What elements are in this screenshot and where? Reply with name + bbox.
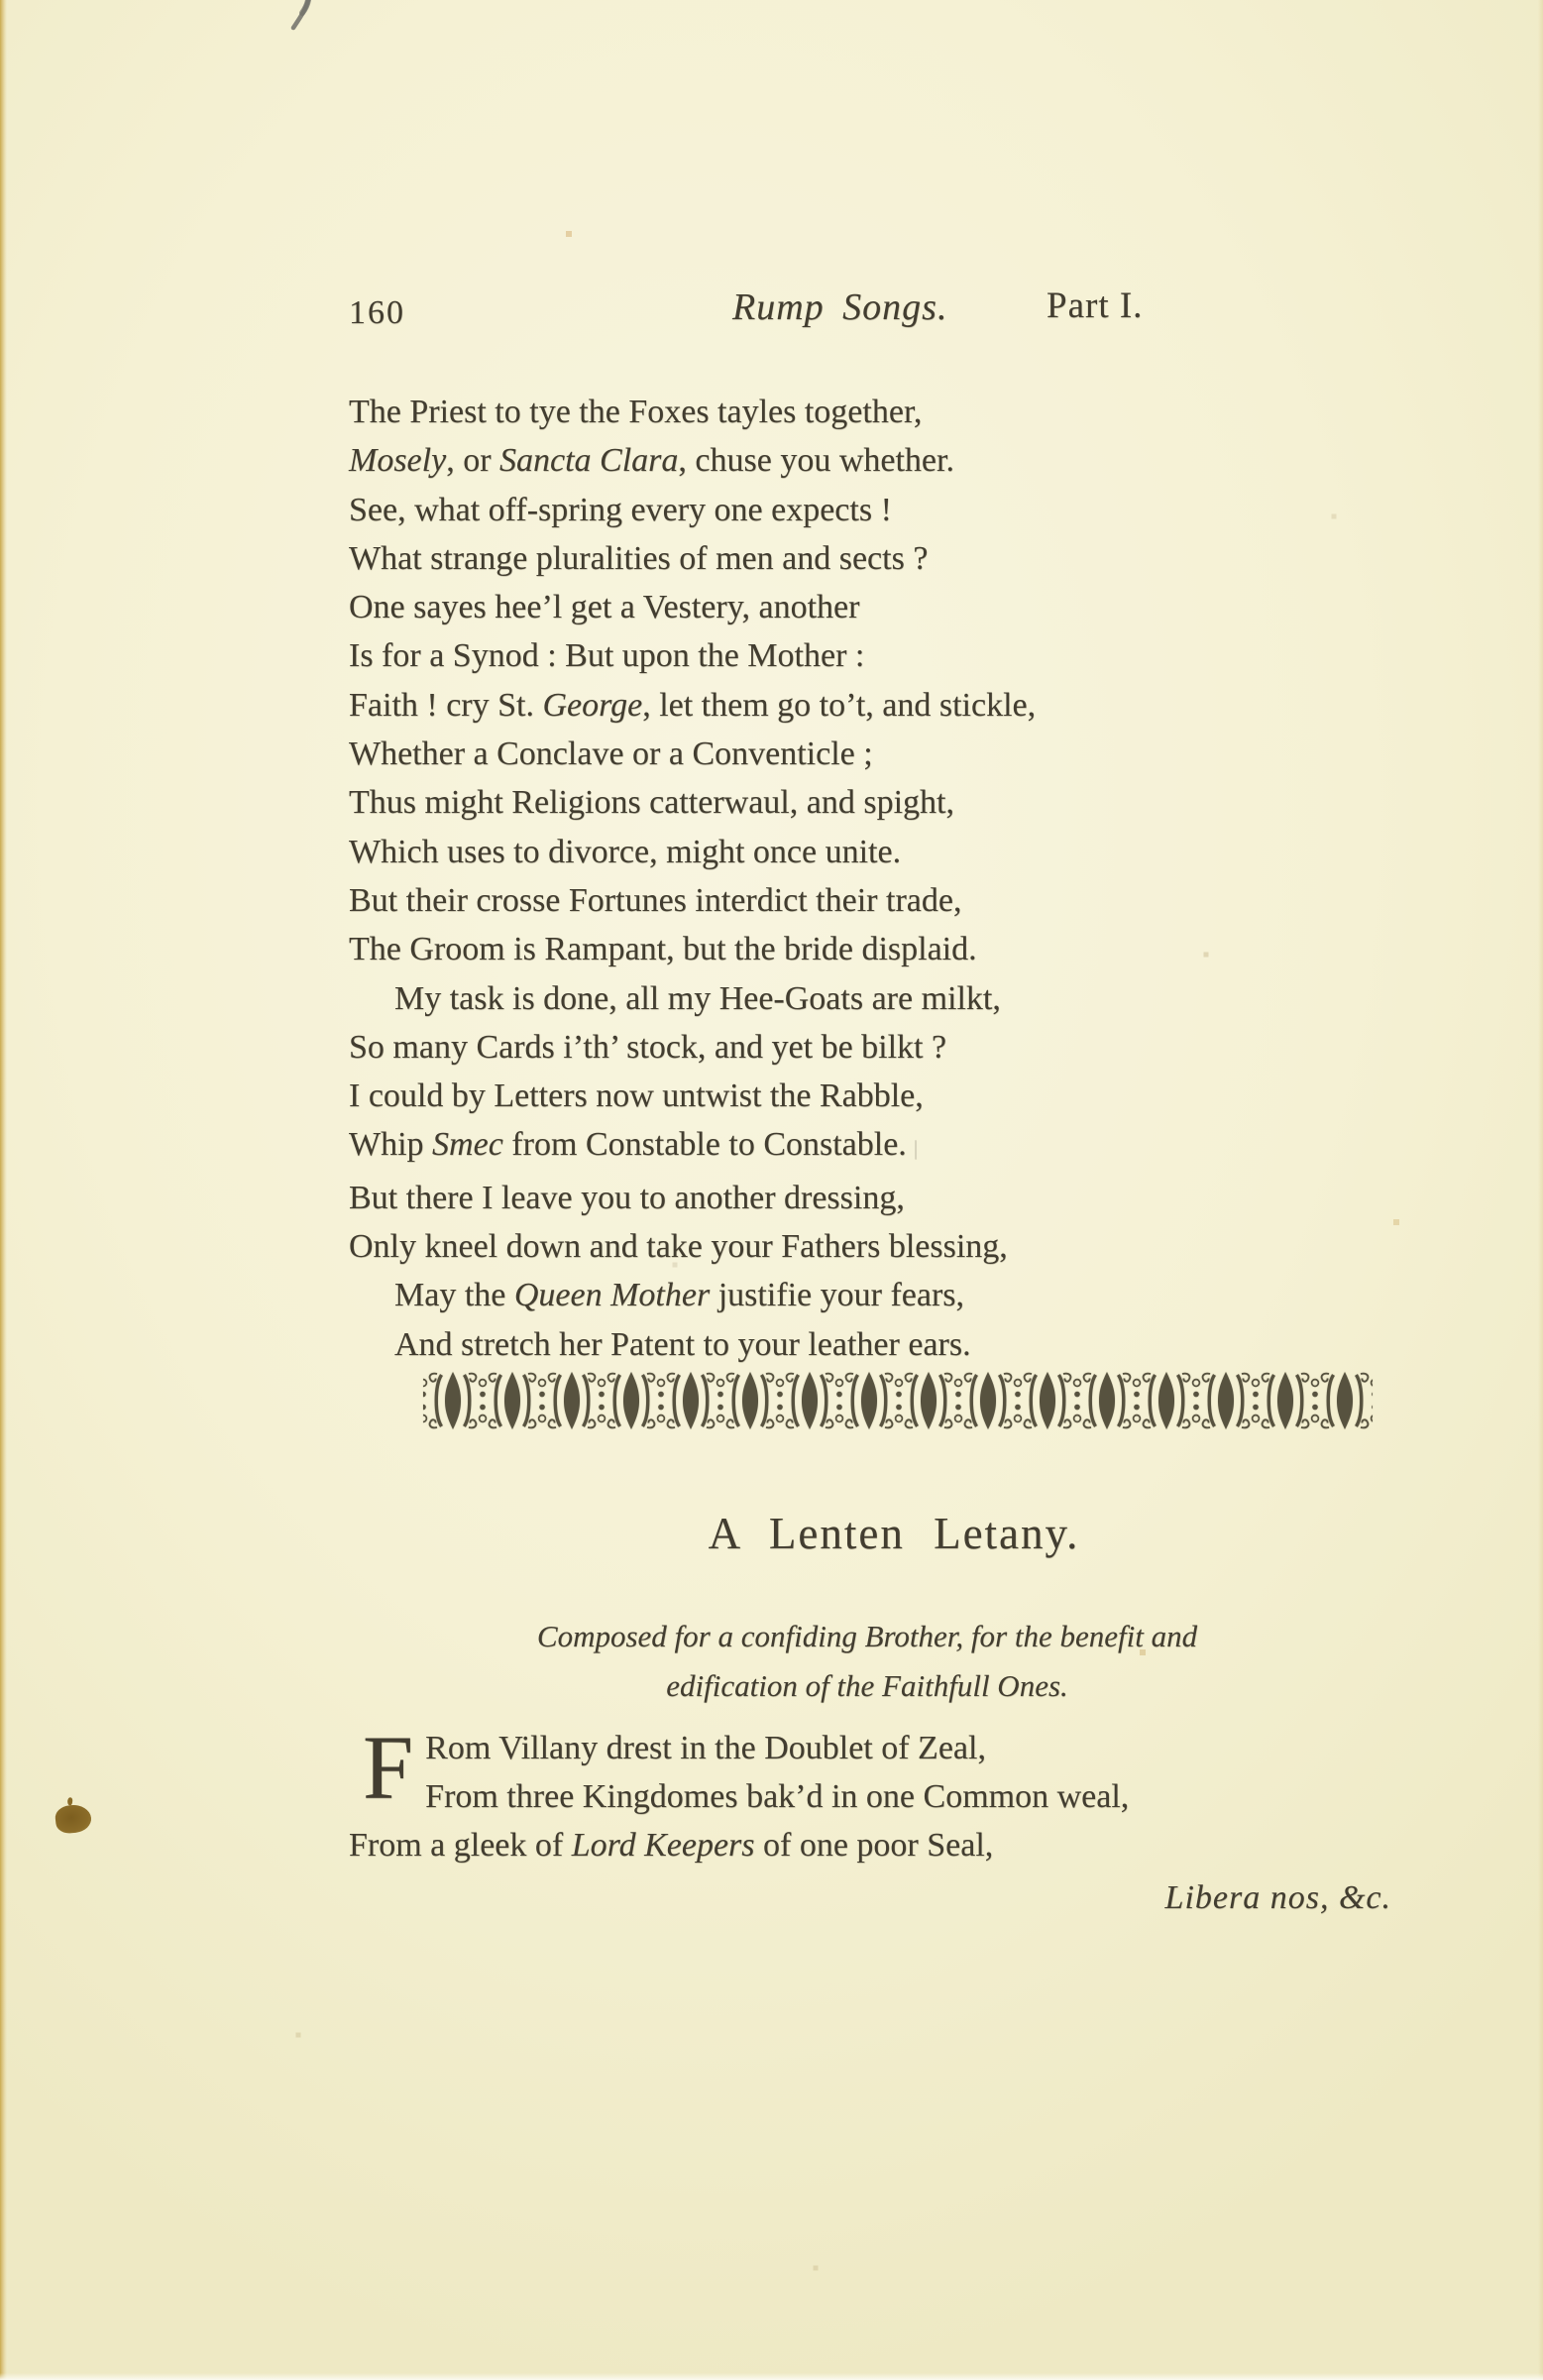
text-segment: The Groom is Rampant, but the bride displaid. xyxy=(349,931,977,968)
text-segment: Only kneel down and take your Fathers blessing, xyxy=(349,1228,1008,1266)
text-segment: From a gleek of xyxy=(349,1827,572,1864)
text-segment: George xyxy=(542,686,643,724)
text-segment: But there I leave you to another dressing, xyxy=(349,1179,905,1216)
litany-line xyxy=(349,1724,1449,1772)
text-segment: But their crosse Fortunes interdict their trade, xyxy=(349,881,962,919)
text-segment: , or xyxy=(446,442,500,480)
part-label: Part I. xyxy=(1047,285,1144,326)
text-segment: justifie your fears, xyxy=(710,1277,964,1314)
section-title: A Lenten Letany. xyxy=(708,1509,1080,1558)
poem-line xyxy=(349,1271,1419,1319)
ink-stain xyxy=(55,1803,93,1835)
text-segment: Whip xyxy=(349,1126,433,1164)
text-segment: Lord Keepers xyxy=(571,1827,755,1864)
text-segment: What strange pluralities of men and sects ? xyxy=(349,539,929,577)
text-segment: Queen Mother xyxy=(513,1277,711,1314)
poem-line xyxy=(349,1120,1419,1173)
text-segment: Mosely xyxy=(349,442,447,480)
poem-line xyxy=(349,388,1419,436)
text-segment: | xyxy=(913,1136,919,1161)
text-segment: Is for a Synod : But upon the Mother : xyxy=(349,637,865,675)
drop-cap: F xyxy=(363,1717,414,1818)
paper-speckles xyxy=(0,0,2,2)
poem-line xyxy=(349,1320,1419,1369)
text-segment: From three Kingdomes bak’d in one Common weal, xyxy=(425,1778,1130,1815)
poem-line xyxy=(349,1174,1419,1222)
text-segment: Thus might Religions catterwaul, and spight, xyxy=(349,784,954,822)
text-segment: Which uses to divorce, might once unite. xyxy=(349,833,902,870)
page-left-edge xyxy=(0,0,7,2380)
text-segment: Sancta Clara xyxy=(499,442,679,480)
poem-line xyxy=(349,778,1419,827)
poem-line xyxy=(349,974,1419,1023)
poem-line xyxy=(349,730,1419,778)
text-segment: of one poor Seal, xyxy=(754,1827,994,1864)
refrain: Libera nos, &c. xyxy=(1164,1879,1391,1916)
section-subtitle-line: Composed for a confiding Brother, for the benefit and xyxy=(536,1619,1198,1653)
text-segment: Faith ! cry St. xyxy=(349,686,543,724)
litany-line xyxy=(349,1821,1449,1870)
text-segment: , chuse you whether. xyxy=(678,442,954,480)
text-segment: And stretch her Patent to your leather ears. xyxy=(394,1325,971,1363)
text-segment: One sayes hee’l get a Vestery, another xyxy=(349,589,860,626)
text-segment: Rom Villany drest in the Doublet of Zeal, xyxy=(425,1730,986,1766)
ornament-divider-icon xyxy=(423,1371,1373,1430)
pen-mark xyxy=(290,0,316,32)
text-segment: Smec xyxy=(432,1126,503,1164)
text-segment: See, what off-spring every one expects ! xyxy=(349,491,892,528)
text-segment: I could by Letters now untwist the Rabble, xyxy=(349,1077,924,1115)
section-subtitle xyxy=(297,1612,1437,1711)
poem-line xyxy=(349,534,1419,583)
text-segment: My task is done, all my Hee-Goats are milkt, xyxy=(394,979,1001,1017)
litany-stanza xyxy=(349,1717,1449,1922)
running-title: Rump Songs. xyxy=(732,286,948,328)
text-segment: , let them go to’t, and stickle, xyxy=(642,686,1037,724)
text-segment: from Constable to Constable. xyxy=(502,1126,907,1164)
poem-line xyxy=(349,1072,1419,1120)
poem-line xyxy=(349,1222,1419,1271)
poem-line xyxy=(349,631,1419,680)
section-subtitle-line: edification of the Faithfull Ones. xyxy=(666,1668,1068,1703)
litany-line xyxy=(349,1772,1449,1821)
page-right-edge xyxy=(1538,0,1543,2380)
page-number: 160 xyxy=(349,294,405,331)
text-segment: Whether a Conclave or a Conventicle ; xyxy=(349,736,873,773)
poem-line xyxy=(349,1023,1419,1072)
poem-line xyxy=(349,925,1419,973)
text-segment: So many Cards i’th’ stock, and yet be bilkt ? xyxy=(349,1028,947,1066)
poem-line xyxy=(349,681,1419,730)
poem-line xyxy=(349,436,1419,485)
text-segment: The Priest to tye the Foxes tayles together, xyxy=(349,394,923,430)
poem-line xyxy=(349,486,1419,534)
page-bottom-edge xyxy=(0,2373,1543,2380)
poem-line xyxy=(349,876,1419,925)
poem xyxy=(349,388,1419,1369)
poem-line xyxy=(349,828,1419,876)
text-segment: May the xyxy=(394,1277,514,1314)
litany-lines xyxy=(349,1717,1449,1870)
poem-line xyxy=(349,583,1419,631)
